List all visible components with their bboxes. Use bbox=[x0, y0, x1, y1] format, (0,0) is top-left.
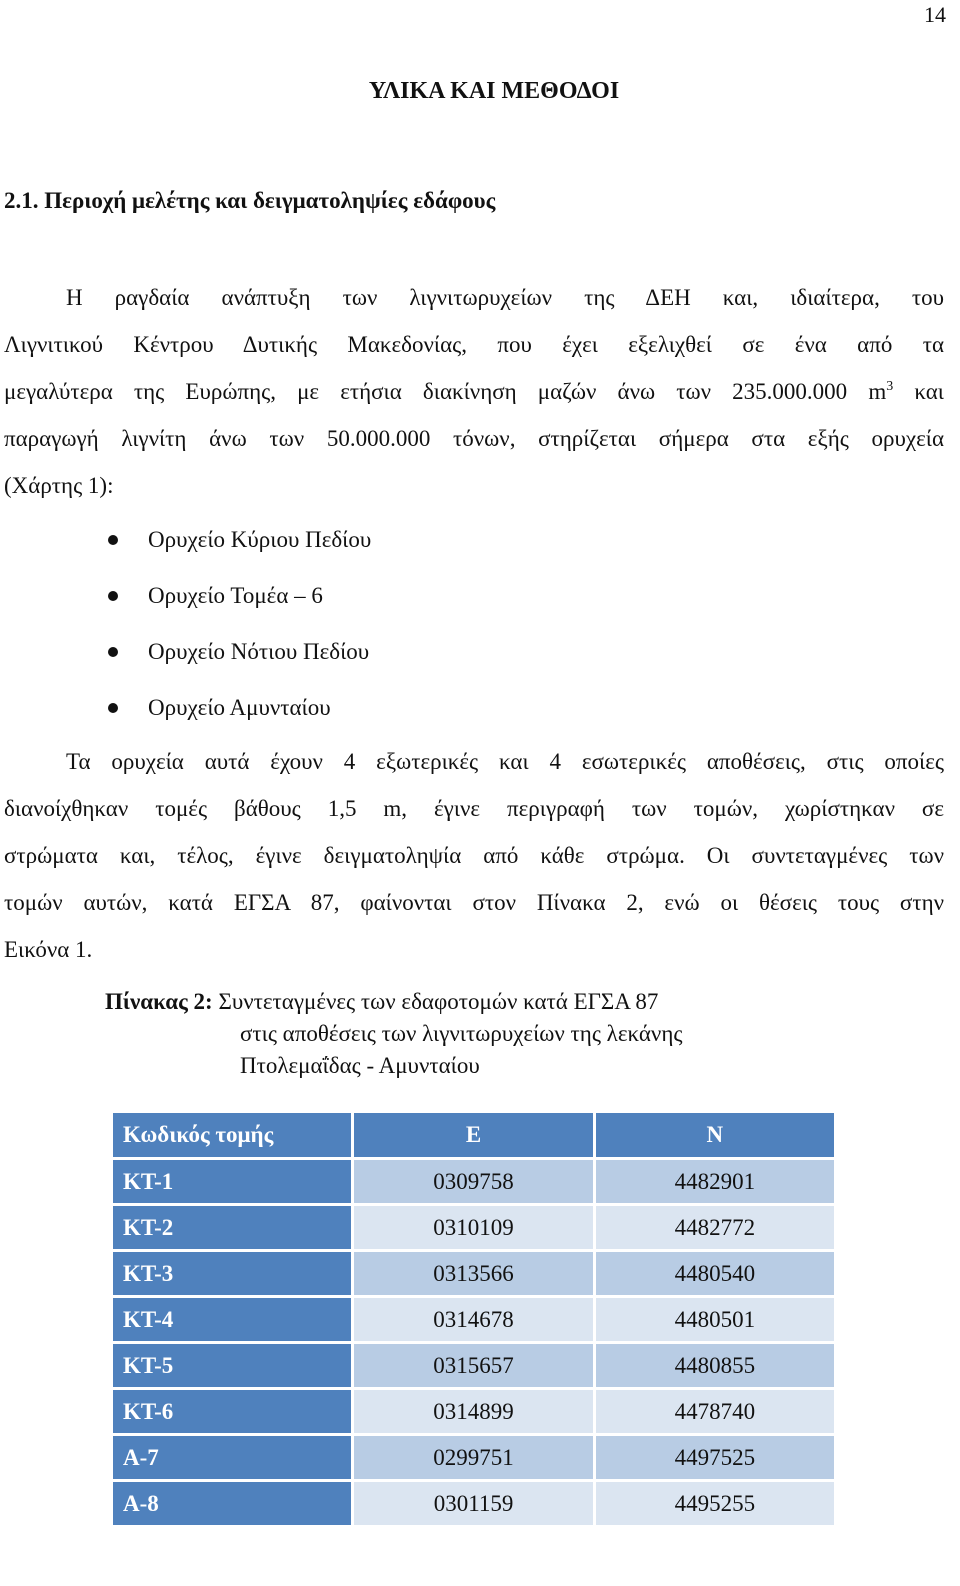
list-item bbox=[108, 518, 371, 574]
list-item bbox=[108, 686, 371, 742]
cell-e: 0313566 bbox=[353, 1251, 594, 1297]
paragraph-line bbox=[4, 368, 944, 415]
paragraph-text: και bbox=[893, 379, 944, 404]
list-item-label: Ορυχείο Αμυνταίου bbox=[148, 695, 331, 720]
cell-code: ΚΤ-3 bbox=[112, 1251, 353, 1297]
table-row bbox=[112, 1481, 836, 1527]
cell-n: 4480501 bbox=[594, 1297, 835, 1343]
list-item bbox=[108, 630, 371, 686]
mines-list bbox=[108, 518, 371, 742]
deposits-paragraph bbox=[4, 738, 944, 973]
cell-code: ΚΤ-2 bbox=[112, 1205, 353, 1251]
caption-line bbox=[105, 986, 682, 1018]
paragraph-line: Τα ορυχεία αυτά έχουν 4 εξωτερικές και 4 εσωτερικές αποθέσεις, στις οποίες bbox=[66, 749, 944, 774]
cell-n: 4497525 bbox=[594, 1435, 835, 1481]
cell-e: 0314678 bbox=[353, 1297, 594, 1343]
paragraph-line: παραγωγή λιγνίτη άνω των 50.000.000 τόνων, στηρίζεται σήμερα στα εξής ορυχεία bbox=[4, 426, 944, 451]
caption-text: Συντεταγμένες των εδαφοτομών κατά ΕΓΣΑ 87 bbox=[212, 989, 659, 1014]
chapter-title: ΥΛΙΚΑ ΚΑΙ ΜΕΘΟΔΟΙ bbox=[368, 78, 620, 104]
table-row bbox=[112, 1435, 836, 1481]
list-item-label: Ορυχείο Νότιου Πεδίου bbox=[148, 639, 370, 664]
cell-code: ΚΤ-1 bbox=[112, 1159, 353, 1205]
paragraph-line: Λιγνιτικού Κέντρου Δυτικής Μακεδονίας, που έχει εξελιχθεί σε ένα από τα bbox=[4, 332, 944, 357]
list-item-label: Ορυχείο Κύριου Πεδίου bbox=[148, 527, 372, 552]
table-caption bbox=[105, 986, 682, 1082]
intro-paragraph bbox=[4, 274, 944, 509]
bullet-icon bbox=[108, 647, 118, 657]
cell-e: 0301159 bbox=[353, 1481, 594, 1527]
cell-n: 4495255 bbox=[594, 1481, 835, 1527]
cell-e: 0309758 bbox=[353, 1159, 594, 1205]
cell-e: 0299751 bbox=[353, 1435, 594, 1481]
coordinates-table bbox=[110, 1110, 837, 1528]
cell-code: ΚΤ-5 bbox=[112, 1343, 353, 1389]
caption-line: Πτολεμαΐδας - Αμυνταίου bbox=[240, 1053, 480, 1078]
caption-label: Πίνακας 2: bbox=[105, 989, 213, 1014]
bullet-icon bbox=[108, 535, 118, 545]
list-item-label: Ορυχείο Τομέα – 6 bbox=[148, 583, 323, 608]
page-number: 14 bbox=[924, 2, 946, 27]
paragraph-line: τομών αυτών, κατά ΕΓΣΑ 87, φαίνονται στον Πίνακα 2, ενώ οι θέσεις τους στην bbox=[4, 890, 944, 915]
cell-n: 4480540 bbox=[594, 1251, 835, 1297]
table-row bbox=[112, 1159, 836, 1205]
list-item bbox=[108, 574, 371, 630]
paragraph-line: στρώματα και, τέλος, έγινε δειγματοληψία από κάθε στρώμα. Οι συντεταγμένες των bbox=[4, 843, 944, 868]
cell-code: Α-7 bbox=[112, 1435, 353, 1481]
paragraph-line: Εικόνα 1. bbox=[4, 937, 93, 962]
cell-n: 4478740 bbox=[594, 1389, 835, 1435]
bullet-icon bbox=[108, 591, 118, 601]
cell-code: ΚΤ-6 bbox=[112, 1389, 353, 1435]
cell-e: 0314899 bbox=[353, 1389, 594, 1435]
cell-code: Α-8 bbox=[112, 1481, 353, 1527]
table-row bbox=[112, 1205, 836, 1251]
superscript: 3 bbox=[886, 379, 894, 394]
paragraph-line: διανοίχθηκαν τομές βάθους 1,5 m, έγινε περιγραφή των τομών, χωρίστηκαν σε bbox=[4, 796, 944, 821]
paragraph-text: μεγαλύτερα της Ευρώπης, με ετήσια διακίνηση μαζών άνω των 235.000.000 m bbox=[4, 379, 887, 404]
cell-n: 4480855 bbox=[594, 1343, 835, 1389]
column-header-code: Κωδικός τομής bbox=[112, 1112, 353, 1159]
cell-e: 0315657 bbox=[353, 1343, 594, 1389]
caption-line: στις αποθέσεις των λιγνιτωρυχείων της λεκάνης bbox=[240, 1021, 683, 1046]
cell-code: ΚΤ-4 bbox=[112, 1297, 353, 1343]
table-row bbox=[112, 1389, 836, 1435]
paragraph-line: Η ραγδαία ανάπτυξη των λιγνιτωρυχείων της ΔΕΗ και, ιδιαίτερα, του bbox=[66, 285, 944, 310]
cell-n: 4482772 bbox=[594, 1205, 835, 1251]
column-header-e: E bbox=[353, 1112, 594, 1159]
column-header-n: N bbox=[594, 1112, 835, 1159]
section-heading: 2.1. Περιοχή μελέτης και δειγματοληψίες εδάφους bbox=[4, 188, 496, 213]
bullet-icon bbox=[108, 703, 118, 713]
table-row bbox=[112, 1343, 836, 1389]
paragraph-line: (Χάρτης 1): bbox=[4, 473, 114, 498]
table-row bbox=[112, 1297, 836, 1343]
cell-n: 4482901 bbox=[594, 1159, 835, 1205]
table-header-row bbox=[112, 1112, 836, 1159]
table-row bbox=[112, 1251, 836, 1297]
cell-e: 0310109 bbox=[353, 1205, 594, 1251]
